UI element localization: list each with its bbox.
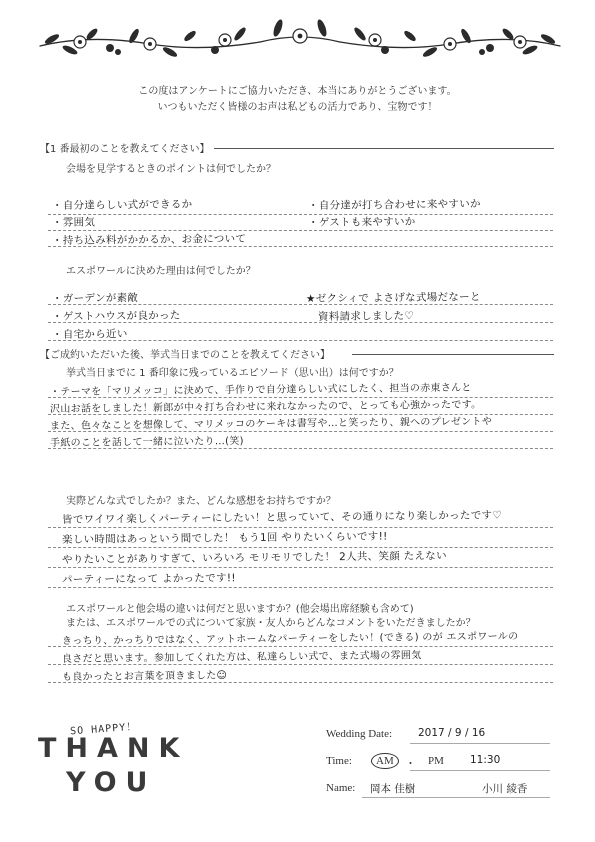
answer-1-left-2: ・雰囲気 <box>51 216 96 229</box>
answer-rule <box>48 567 553 568</box>
section-2-question-2: 実際どんな式でしたか？また、どんな感想をお持ちですか？ <box>66 496 336 507</box>
answer-rule <box>48 230 553 231</box>
answer-rule <box>48 547 553 548</box>
impression-line-4: パーティーになって よかったです!! <box>61 572 236 586</box>
answer-2-left-2: ・ゲストハウスが良かった <box>51 309 181 323</box>
episode-line-1: ・テーマを「マリメッコ」に決めて、手作りで自分達らしい式にしたく、担当の赤東さんと <box>49 382 472 398</box>
time-value: 11:30 <box>470 754 501 766</box>
impression-line-2: 楽しい時間はあっという間でした！ もう1回 やりたいくらいです!! <box>61 530 388 546</box>
answer-1-left-3: ・持ち込み料がかかるか、お金について <box>51 232 247 247</box>
answer-2-right-1: ★ゼクシィで よさげな式場だなーと <box>305 291 481 305</box>
am-pm-separator: ・ <box>405 758 416 770</box>
you-text: YOU <box>66 767 157 798</box>
section-1-question-1: 会場を見学するときのポイントは何でしたか？ <box>66 164 276 175</box>
am-option: AM <box>371 753 399 769</box>
answer-1-right-1: ・自分達が打ち合わせに来やすいか <box>307 198 481 212</box>
answer-1-right-2: ・ゲストも来やすいか <box>307 215 416 229</box>
thank-text: THANK <box>38 733 189 764</box>
answer-2-right-2: 資料請求しました♡ <box>317 309 415 323</box>
episode-line-4: 手紙のことを話して一緒に泣いたり…(笑) <box>49 435 244 449</box>
answer-rule <box>48 587 553 588</box>
section-2-heading: 【ご成約いただいた後、挙式当日までのことを教えてください】 <box>40 350 330 361</box>
pm-option: PM <box>428 755 444 767</box>
comment-line-2: 良さだと思います。参加してくれた方は、私達らしい式で、また式場の雰囲気 <box>61 650 422 665</box>
so-happy-text: SO HAPPY！ <box>69 721 138 738</box>
episode-line-3: また、色々なことを想像して、マリメッコのケーキは書写や…と笑ったり、親へのプレゼントや <box>49 416 493 432</box>
answer-rule <box>48 214 553 215</box>
section-2-question-3b: または、エスポワールでの式について家族・友人からどんなコメントをいただきましたか？ <box>66 618 476 629</box>
time-label: Time: <box>326 755 352 767</box>
name-underline <box>362 797 550 798</box>
answer-rule <box>48 527 553 528</box>
groom-name: 岡本 佳樹 <box>370 783 416 795</box>
wedding-date-label: Wedding Date: <box>326 728 393 740</box>
impression-line-1: 皆でワイワイ楽しくパーティーにしたい！と思っていて、その通りになり楽しかったです♡ <box>61 509 503 526</box>
section-1-question-2: エスポワールに決めた理由は何でしたか？ <box>66 266 256 277</box>
intro-line-2: いつもいただく皆様のお声は私どもの活力であり、宝物です！ <box>157 102 438 113</box>
answer-2-left-1: ・ガーデンが素敵 <box>51 292 139 305</box>
wedding-date-underline <box>410 743 550 744</box>
impression-line-3: やりたいことがありすぎて、いろいろ モリモリでした！ 2人共、笑顔 たえない <box>61 549 447 566</box>
section-2-question-1: 挙式当日までに 1 番印象に残っているエピソード（思い出）は何ですか？ <box>66 368 399 379</box>
comment-line-3: も良かったとお言葉を頂きました☺ <box>61 670 228 683</box>
wedding-date-value: 2017 / 9 / 16 <box>418 727 486 739</box>
section-1-heading: 【1 番最初のことを教えてください】 <box>40 144 210 155</box>
floral-banner-illustration <box>30 6 570 66</box>
answer-2-left-3: ・自宅から近い <box>51 328 128 341</box>
comment-line-1: きっちり、かっちりではなく、アットホームなパーティーをしたい！(できる) のが エスポワールの <box>61 631 519 647</box>
section-2-question-3a: エスポワールと他会場の違いは何だと思いますか？(他会場出席経験も含めて) <box>66 604 414 615</box>
episode-line-2: 沢山お話をしました！新郎が中々打ち合わせに来れなかったので、とっても心強かったです。 <box>49 399 482 415</box>
name-label: Name: <box>326 782 356 794</box>
answer-1-left-1: ・自分達らしい式ができるか <box>51 198 193 212</box>
time-underline <box>410 770 550 771</box>
section-2-divider <box>352 354 554 355</box>
bride-name: 小川 綾香 <box>482 783 528 795</box>
intro-line-1: この度はアンケートにご協力いただき、本当にありがとうございます。 <box>138 86 457 97</box>
section-1-divider <box>214 148 554 149</box>
